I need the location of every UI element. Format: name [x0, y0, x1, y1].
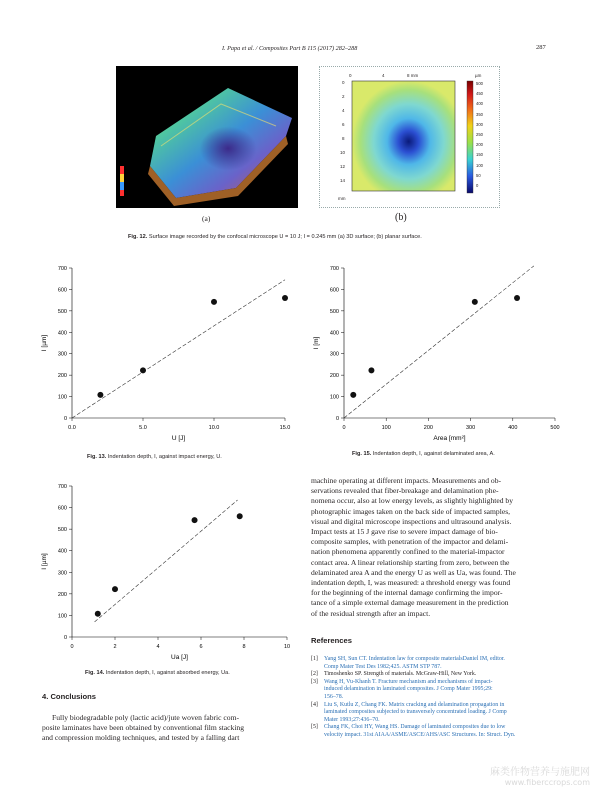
right-column-paragraph: [311, 476, 555, 619]
planar-xtick-0: 0: [349, 73, 352, 78]
reference-item: [311, 724, 561, 739]
x-tick-label: 10.0: [208, 425, 220, 431]
figure-14-caption-label: Fig. 14.: [85, 670, 105, 676]
section-heading-conclusions: 4. Conclusions: [42, 692, 97, 701]
text-line: nation phenomena apparently confined to the material-impactor: [311, 547, 505, 557]
y-axis-label: I [µm]: [41, 334, 48, 352]
y-tick-label: 700: [57, 266, 67, 272]
reference-text: [324, 671, 561, 679]
conclusions-paragraph: [42, 713, 294, 744]
x-tick-label: 0.0: [68, 425, 76, 431]
colorbar-tick: 150: [476, 152, 483, 158]
text-line: machine operating at different impacts. Measurements and ob-: [311, 476, 502, 485]
text-line: of the residual strength after an impact.: [311, 608, 431, 618]
figure-14-caption-text: Indentation depth, I, against absorbed energy, Ua.: [105, 670, 230, 676]
planar-ytick-1: 2: [342, 94, 345, 99]
figure-12-caption-text: Surface image recorded by the confocal microscope U = 10 J; I = 0.245 mm (a) 3D surface; (b) planar surface.: [148, 234, 422, 240]
y-tick-label: 200: [57, 591, 67, 598]
reference-link[interactable]: [324, 656, 561, 671]
y-tick-label: 100: [57, 394, 67, 401]
text-line: for the beginning of the internal damage confirming the impor-: [311, 588, 503, 598]
reference-number: [3]: [311, 678, 318, 685]
figure-12-caption-label: Fig. 12.: [128, 234, 148, 240]
x-axis-label: U [J]: [171, 435, 186, 442]
reference-item: [311, 671, 561, 679]
reference-number: [1]: [311, 656, 318, 662]
reference-line: Mater 1993;27:436–70.: [324, 716, 380, 723]
reference-line: Comp Mater Test Des 1982;425. ASTM STP 787.: [324, 663, 442, 670]
colorbar-tick: 300: [476, 121, 483, 127]
colorbar-unit: µm: [475, 73, 482, 78]
data-point: [192, 517, 198, 523]
reference-number: [5]: [311, 724, 318, 731]
watermark: [460, 763, 590, 787]
figure-14-caption: [85, 670, 305, 676]
text-line: tance of a simple external damage measurement in the prediction: [311, 598, 509, 608]
reference-line: 156–78.: [324, 693, 344, 700]
x-tick-label: 100: [381, 425, 391, 431]
y-tick-label: 400: [57, 330, 67, 337]
y-axis-label: I [µm]: [41, 553, 48, 570]
figure-15-caption-label: Fig. 15.: [352, 451, 372, 457]
planar-ytick-3: 6: [342, 122, 345, 127]
y-tick-label: 300: [57, 351, 67, 358]
reference-link[interactable]: [324, 702, 561, 725]
data-point: [95, 611, 101, 617]
y-tick-label: 700: [57, 484, 67, 490]
reference-link[interactable]: [324, 679, 561, 702]
y-tick-label: 400: [57, 548, 67, 555]
y-tick-label: 500: [329, 308, 339, 315]
reference-link[interactable]: [324, 724, 561, 739]
reference-line: Chang FK, Choi HY, Wang HS. Damage of laminated composites due to low: [324, 724, 506, 731]
running-title: I. Papa et al. / Composites Part B 115 (2017) 282–288: [222, 45, 358, 52]
y-tick-label: 500: [57, 308, 67, 315]
x-tick-label: 4: [156, 644, 160, 650]
reference-line: Wang H, Vu-Khanh T. Fracture mechanism and mechanisms of impact-: [324, 678, 493, 685]
planar-ytick-5: 10: [340, 150, 346, 155]
references-heading: References: [311, 636, 352, 645]
x-tick-label: 6: [199, 644, 203, 650]
colorbar-tick: 0: [476, 183, 479, 189]
x-tick-label: 0: [70, 644, 74, 650]
reference-item: [311, 679, 561, 702]
planar-ytick-7: 14: [340, 178, 346, 183]
reference-line: induced delamination in laminated composites. J Comp Mater 1995;29:: [324, 686, 493, 693]
reference-line: laminated composites subjected to transversely concentrated loading. J Comp: [324, 709, 507, 716]
x-tick-label: 0: [342, 425, 346, 431]
figure-15-caption-text: Indentation depth, I, against delaminated area, A.: [372, 451, 495, 457]
y-tick-label: 300: [329, 351, 339, 358]
reference-line: velocity impact. 31st AIAA/ASME/ASCE/AHS/ASC Structures. In: Struct. Dyn.: [324, 731, 516, 738]
watermark-url: www.fiberccrops.com: [504, 778, 590, 787]
x-tick-label: 5.0: [139, 425, 147, 431]
colorbar-tick: 450: [476, 91, 483, 97]
colorbar-tick: 500: [476, 81, 483, 86]
data-point: [237, 513, 243, 519]
figure-12a-label: (a): [202, 214, 211, 223]
y-tick-label: 0: [335, 416, 339, 422]
colorbar-tick: 50: [476, 172, 481, 178]
x-tick-label: 8: [242, 644, 246, 650]
x-tick-label: 10: [283, 644, 291, 650]
y-tick-label: 600: [57, 287, 67, 294]
x-tick-label: 400: [508, 425, 518, 431]
x-tick-label: 2: [113, 644, 117, 650]
planar-ytick-0: 0: [342, 80, 345, 85]
colorbar-tick: 200: [476, 142, 483, 148]
reference-number: [4]: [311, 701, 318, 708]
reference-line: Yang SH, Sun CT. Indentation law for composite materialsDaniel IM, editor.: [324, 656, 505, 662]
trend-line: [95, 500, 238, 622]
colorbar-tick: 100: [476, 162, 483, 168]
planar-ytick-6: 12: [340, 164, 346, 169]
x-tick-label: 200: [423, 425, 433, 431]
reference-line: Liu S, Kutlu Z, Chang FK. Matrix cracking and delamination propagation in: [324, 701, 505, 708]
data-point: [112, 586, 118, 592]
y-axis-label: I [m]: [313, 336, 320, 350]
y-tick-label: 100: [57, 613, 67, 620]
x-tick-label: 300: [466, 425, 476, 431]
reference-item: [311, 702, 561, 725]
text-line: posite laminates have been obtained by conventional film stacking: [42, 723, 245, 733]
x-tick-label: 500: [550, 425, 560, 431]
colorbar-tick: 350: [476, 111, 483, 117]
references-list: [311, 656, 561, 740]
planar-xtick-2: 8 mm: [407, 73, 419, 78]
y-tick-label: 0: [63, 416, 67, 422]
page-number: 287: [536, 44, 546, 51]
x-tick-label: 15.0: [279, 425, 291, 431]
colorbar-tick: 250: [476, 132, 483, 138]
text-line: Fully biodegradable poly (lactic acid)/jute woven fabric com-: [52, 713, 240, 722]
figure-13-caption-text: Indentation depth, I, against impact energy, U.: [107, 454, 222, 460]
text-line: visual and digital microscope inspections and ultrasound analysis.: [311, 516, 512, 526]
watermark-cn: 麻类作物营养与施肥网: [490, 767, 590, 778]
planar-yaxis-unit: mm: [338, 196, 346, 201]
reference-item: [311, 656, 561, 671]
x-axis-label: Area [mm²]: [433, 435, 466, 442]
planar-ytick-4: 8: [342, 136, 345, 141]
y-tick-label: 0: [63, 635, 67, 641]
y-tick-label: 200: [329, 373, 339, 380]
reference-number: [2]: [311, 671, 318, 678]
text-line: photographic images taken on the back side of impacted samples,: [311, 506, 511, 516]
text-line: Impact tests at 15 J gave rise to severe impact damage of bio-: [311, 527, 498, 537]
y-tick-label: 400: [329, 330, 339, 337]
x-axis-label: Ua [J]: [171, 654, 188, 661]
text-line: composite samples, with penetration of the impactor and delami-: [311, 537, 509, 547]
text-line: indentation depth, I, was measured: a threshold energy was found: [311, 578, 511, 588]
y-tick-label: 500: [57, 527, 67, 534]
text-line: servations revealed that fiber-breakage and delamination phe-: [311, 486, 499, 496]
y-tick-label: 300: [57, 570, 67, 577]
planar-ytick-2: 4: [342, 108, 345, 113]
y-tick-label: 200: [57, 373, 67, 380]
figure-13-caption-label: Fig. 13.: [87, 454, 107, 460]
reference-line: Timoshenko SP. Strength of materials. McGraw-Hill, New York.: [324, 671, 477, 678]
text-line: delaminated area A and the energy U as well as Ua, was found. The: [311, 567, 516, 577]
text-line: contact area. A linear relationship starting from zero, between the: [311, 557, 510, 567]
colorbar-tick: 400: [476, 101, 483, 107]
y-tick-label: 100: [329, 394, 339, 401]
y-tick-label: 600: [329, 287, 339, 294]
text-line: nomena occur, also at low energy levels, as slightly highlighted by: [311, 496, 514, 506]
y-tick-label: 700: [329, 266, 339, 272]
figure-12b-label: (b): [395, 212, 407, 223]
text-line: and compression molding techniques, and tested by a falling dart: [42, 733, 240, 743]
y-tick-label: 600: [57, 505, 67, 512]
planar-xtick-1: 4: [382, 73, 385, 78]
